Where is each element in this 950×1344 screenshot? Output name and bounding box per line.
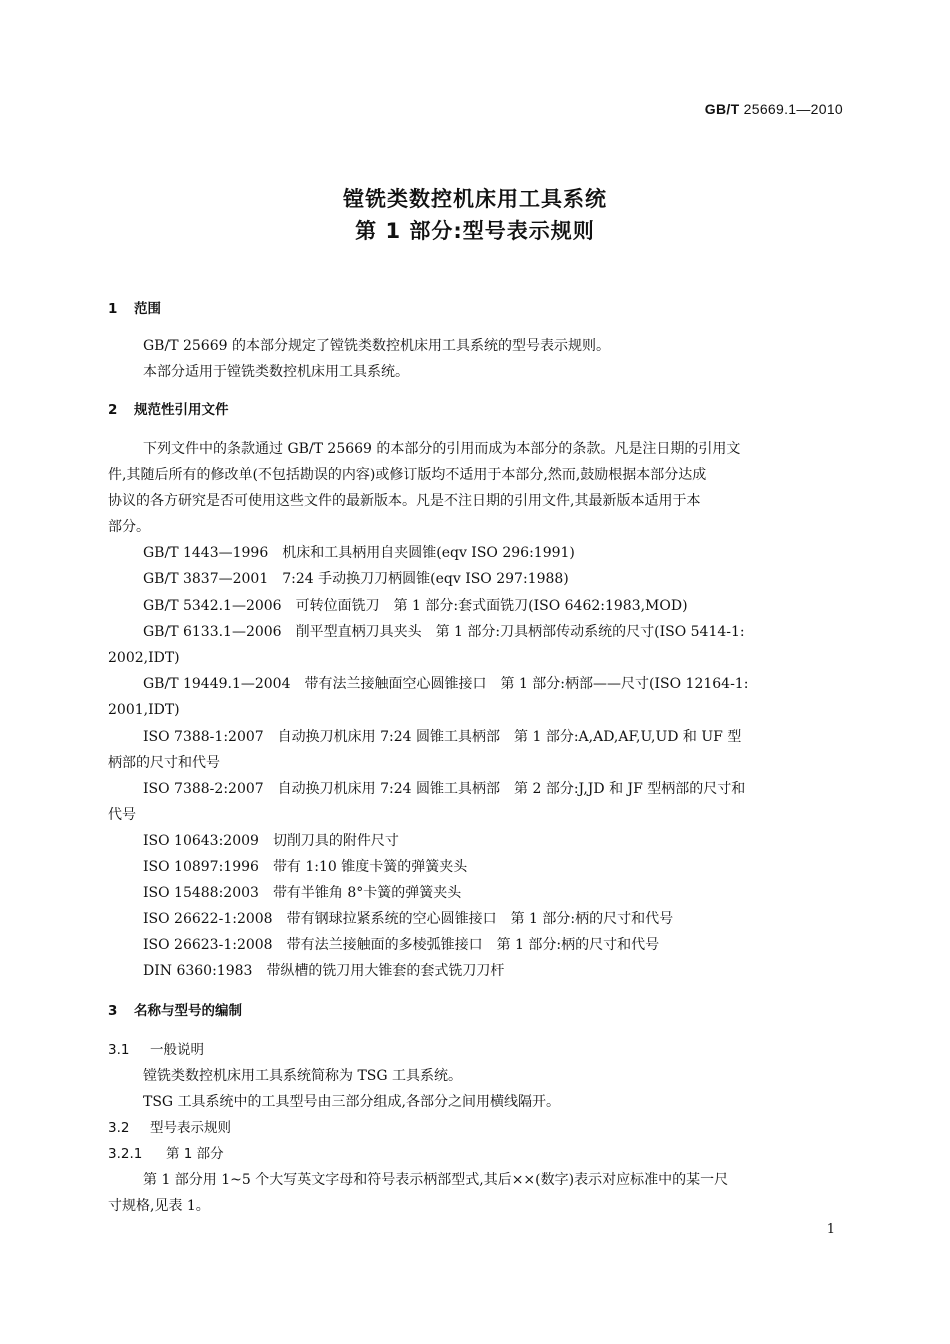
reference-title: 带有半锥角 8°卡簧的弹簧夹头	[272, 885, 462, 901]
reference-title: 可转位面铣刀 第 1 部分:套式面铣刀(ISO 6462:1983,MOD)	[295, 598, 688, 614]
reference-title: 带有法兰接触面的多棱弧锥接口 第 1 部分:柄的尺寸和代号	[286, 937, 660, 953]
reference-code: DIN 6360:1983	[143, 963, 253, 979]
standard-prefix: GB/T	[704, 101, 740, 117]
paragraph-line: 第 1 部分用 1~5 个大写英文字母和符号表示柄部型式,其后××(数字)表示对应标准中的某一尺	[143, 1172, 729, 1188]
page-number: 1	[826, 1222, 835, 1237]
paragraph: TSG 工具系统中的工具型号由三部分组成,各部分之间用横线隔开。	[143, 1094, 561, 1110]
paragraph: GB/T 25669 的本部分规定了镗铣类数控机床用工具系统的型号表示规则。	[143, 338, 610, 354]
reference-title: 自动换刀机床用 7:24 圆锥工具柄部 第 1 部分:A,AD,AF,U,UD 和 UF 型	[277, 729, 742, 745]
paragraph-line: 协议的各方研究是否可使用这些文件的最新版本。凡是不注日期的引用文件,其最新版本适用于本	[108, 493, 701, 509]
reference-item	[143, 909, 673, 929]
reference-code: GB/T 1443—1996	[143, 545, 269, 561]
reference-title: 带有钢球拉紧系统的空心圆锥接口 第 1 部分:柄的尺寸和代号	[286, 911, 674, 927]
reference-continuation: 2001,IDT)	[108, 702, 180, 718]
paragraph-line: 部分。	[108, 519, 150, 535]
section-title: 型号表示规则	[150, 1120, 231, 1136]
standard-number	[705, 101, 843, 117]
reference-code: ISO 26623-1:2008	[143, 937, 273, 953]
reference-item	[143, 961, 504, 981]
reference-code: ISO 15488:2003	[143, 885, 259, 901]
section-title: 规范性引用文件	[134, 402, 229, 418]
section-2-heading	[108, 400, 229, 420]
section-number: 2	[108, 402, 118, 418]
section-title: 名称与型号的编制	[134, 1003, 242, 1019]
reference-item	[143, 857, 467, 877]
reference-continuation: 2002,IDT)	[108, 650, 180, 666]
section-title: 一般说明	[150, 1042, 204, 1058]
section-3-heading	[108, 1001, 242, 1021]
title-line-1: 镗铣类数控机床用工具系统	[343, 187, 607, 211]
reference-item	[143, 569, 569, 589]
section-number: 3.2	[108, 1120, 130, 1136]
standard-code: 25669.1—2010	[743, 101, 843, 117]
reference-code: ISO 7388-2:2007	[143, 781, 264, 797]
paragraph: 本部分适用于镗铣类数控机床用工具系统。	[143, 364, 409, 380]
reference-title: 带纵槽的铣刀用大锥套的套式铣刀刀杆	[266, 963, 505, 979]
reference-continuation: 代号	[108, 807, 136, 823]
reference-code: ISO 26622-1:2008	[143, 911, 273, 927]
section-number: 3.1	[108, 1042, 130, 1058]
reference-code: GB/T 3837—2001	[143, 571, 269, 587]
reference-title: 7:24 手动换刀刀柄圆锥(eqv ISO 297:1988)	[282, 571, 569, 587]
reference-code: ISO 10643:2009	[143, 833, 259, 849]
section-1-heading	[108, 299, 161, 319]
reference-item	[143, 596, 688, 616]
reference-continuation: 柄部的尺寸和代号	[108, 755, 220, 771]
reference-item	[143, 779, 745, 799]
reference-code: GB/T 19449.1—2004	[143, 676, 291, 692]
paragraph-line: 件,其随后所有的修改单(不包括勘误的内容)或修订版均不适用于本部分,然而,鼓励根据本部分达成	[108, 467, 707, 483]
reference-code: GB/T 5342.1—2006	[143, 598, 282, 614]
reference-code: GB/T 6133.1—2006	[143, 624, 282, 640]
subsection-3-2-1-heading	[108, 1144, 224, 1164]
subsection-3-1-heading	[108, 1040, 204, 1060]
reference-item	[143, 622, 745, 642]
section-number: 3	[108, 1003, 118, 1019]
reference-code: ISO 10897:1996	[143, 859, 259, 875]
reference-item	[143, 674, 748, 694]
reference-item	[143, 727, 741, 747]
paragraph: 镗铣类数控机床用工具系统简称为 TSG 工具系统。	[143, 1068, 463, 1084]
reference-item	[143, 543, 575, 563]
reference-title: 机床和工具柄用自夹圆锥(eqv ISO 296:1991)	[282, 545, 575, 561]
paragraph-line: 寸规格,见表 1。	[108, 1198, 210, 1214]
reference-item	[143, 935, 659, 955]
reference-title: 切削刀具的附件尺寸	[272, 833, 399, 849]
title-line-2: 第 1 部分:型号表示规则	[355, 219, 595, 243]
reference-title: 带有 1:10 锥度卡簧的弹簧夹头	[272, 859, 468, 875]
section-number: 3.2.1	[108, 1146, 143, 1162]
reference-title: 削平型直柄刀具夹头 第 1 部分:刀具柄部传动系统的尺寸(ISO 5414-1:	[295, 624, 745, 640]
paragraph-line: 下列文件中的条款通过 GB/T 25669 的本部分的引用而成为本部分的条款。凡是注日期的引用文	[143, 441, 741, 457]
section-title: 范围	[134, 301, 161, 317]
subsection-3-2-heading	[108, 1118, 231, 1138]
reference-code: ISO 7388-1:2007	[143, 729, 264, 745]
reference-title: 自动换刀机床用 7:24 圆锥工具柄部 第 2 部分:J,JD 和 JF 型柄部的尺寸和	[277, 781, 746, 797]
reference-title: 带有法兰接触面空心圆锥接口 第 1 部分:柄部——尺寸(ISO 12164-1:	[304, 676, 749, 692]
section-title: 第 1 部分	[166, 1146, 224, 1162]
reference-item	[143, 831, 399, 851]
reference-item	[143, 883, 461, 903]
section-number: 1	[108, 301, 118, 317]
